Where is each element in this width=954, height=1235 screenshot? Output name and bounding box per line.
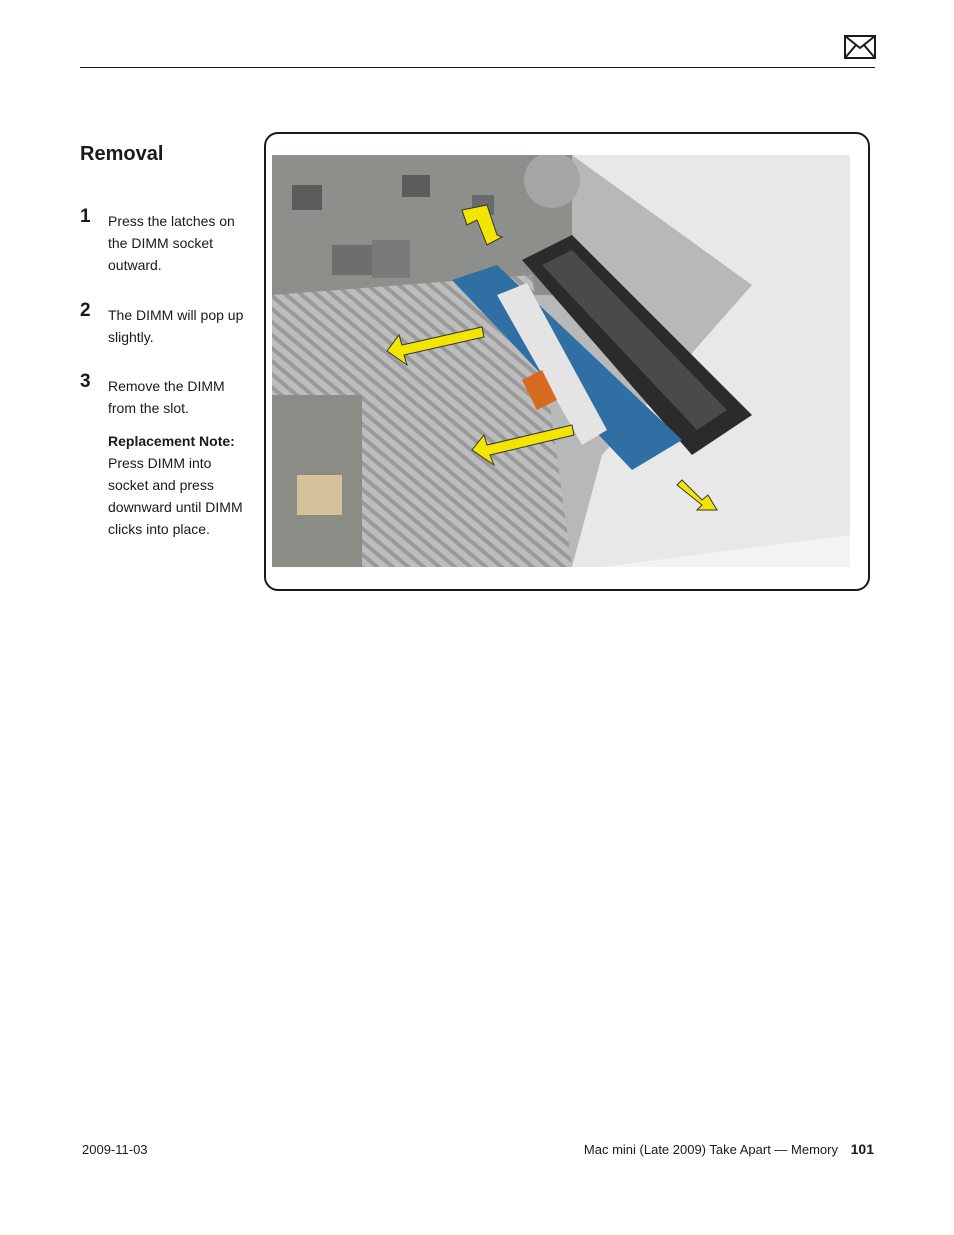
- footer-date: 2009-11-03: [82, 1142, 148, 1157]
- section-title: Removal: [80, 143, 164, 165]
- header-rule: [80, 67, 875, 68]
- step-text: The DIMM will pop up slightly.: [108, 307, 244, 345]
- page-number: 101: [850, 1141, 874, 1157]
- replacement-note: [108, 430, 253, 540]
- note-text: Press DIMM into socket and press downward until DIMM clicks into place.: [108, 455, 243, 537]
- step-text: Press the latches on the DIMM socket outward.: [108, 213, 235, 273]
- mail-icon[interactable]: [844, 35, 876, 59]
- step-number: 3: [80, 371, 91, 392]
- step-text: Remove the DIMM from the slot.: [108, 378, 225, 416]
- note-label: Replacement Note:: [108, 433, 235, 449]
- footer-title: Mac mini (Late 2009) Take Apart — Memory: [583, 1142, 838, 1157]
- dimm-removal-photo: [272, 155, 850, 567]
- step-number: 2: [80, 300, 91, 321]
- step-number: 1: [80, 206, 91, 227]
